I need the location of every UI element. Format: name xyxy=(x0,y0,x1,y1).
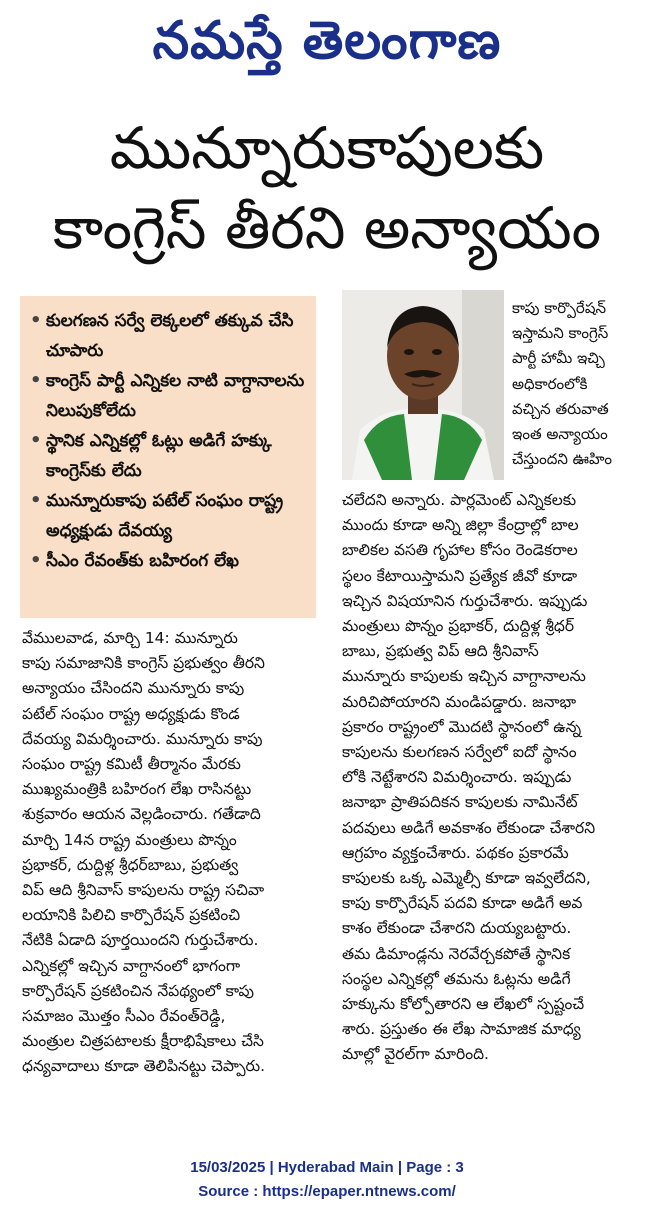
text-line: బాబు, ప్రభుత్వ విప్ ఆది శ్రీనివాస్ xyxy=(342,642,539,661)
article-column-right-top xyxy=(512,296,646,472)
text-line: ఇచ్చిన విషయానిన గుర్తుచేశారు. ఇప్పుడు xyxy=(342,591,588,610)
text-line: కాపు కార్పొరేషన్ xyxy=(512,299,607,317)
text-line: వచ్చిన తరువాత xyxy=(512,399,609,418)
text-line: ఇస్తామని కాంగ్రెస్ xyxy=(512,324,609,343)
newspaper-masthead xyxy=(0,6,654,76)
text-line: ఇంత అన్యాయం xyxy=(512,425,608,444)
text-line: సంస్థల ఎన్నికల్లో తమను ఓట్లను అడిగే xyxy=(342,969,571,988)
text-line: మార్చి 14న రాష్ట్ర మంత్రులు పొన్నం xyxy=(22,830,237,849)
text-line: అన్యాయం చేసిందని మున్నూరు కాపు xyxy=(22,679,245,698)
person-photo xyxy=(342,290,504,480)
text-line: కాపులకు ఒక్క ఎమ్మెల్సీ కూడా ఇవ్వలేదని, xyxy=(342,869,591,888)
text-line: తమ డిమాండ్లను నెరవేర్చకపోతే స్థానిక xyxy=(342,944,571,963)
highlight-item: • సీఎం రేవంత్‌కు బహిరంగ లేఖ xyxy=(28,546,308,576)
highlight-item: • కాంగ్రెస్ పార్టీ ఎన్నికల నాటి వాగ్దానాలను నిలుపుకోలేదు xyxy=(28,366,308,426)
text-line: వేములవాడ, మార్చి 14: మున్నూరు xyxy=(22,629,238,647)
text-line: మరిచిపోయారని మండిపడ్డారు. జనాభా xyxy=(342,692,577,711)
footer-source: Source : https://epaper.ntnews.com/ xyxy=(198,1183,456,1200)
text-line: మాల్లో వైరల్‌గా మారింది. xyxy=(342,1045,489,1064)
text-line: పదవులు అడిగే అవకాశం లేకుండా చేశారని xyxy=(342,818,596,837)
text-line: మంత్రుల చిత్రపటాలకు క్షీరాభిషేకాలు చేసి xyxy=(22,1032,264,1051)
portrait-illustration xyxy=(342,290,504,480)
highlights-list xyxy=(28,306,308,576)
text-line: సమాజం మొత్తం సీఎం రేవంత్‌రెడ్డి, xyxy=(22,1007,226,1026)
article-column-right xyxy=(342,488,646,1068)
text-line: కాపు కార్పొరేషన్ పదవి కూడా అడిగే అవ xyxy=(342,894,583,913)
text-line: అధికారంలోకి xyxy=(512,374,588,393)
page-footer xyxy=(0,1156,654,1204)
text-line: చలేదని అన్నారు. పార్లమెంట్ ఎన్నికలకు xyxy=(342,491,577,509)
text-line: పటేల్ సంఘం రాష్ట్ర అధ్యక్షుడు కొండ xyxy=(22,704,240,723)
footer-date-edition: 15/03/2025 | Hyderabad Main | Page : 3 xyxy=(190,1159,464,1176)
text-line: ప్రకారం రాష్ట్రంలో మొదటి స్థానంలో ఉన్న xyxy=(342,717,582,736)
text-line: ముఖ్యమంత్రికి బహిరంగ లేఖ రాసినట్టు xyxy=(22,780,252,799)
text-line: శారు. ప్రస్తుతం ఈ లేఖ సామాజిక మాధ్య xyxy=(342,1020,581,1039)
text-line: ప్రభాకర్, దుద్దిళ్ల శ్రీధర్‌బాబు, ప్రభుత్వ xyxy=(22,855,239,874)
text-line: ఆగ్రహం వ్యక్తంచేశారు. పథకం ప్రకారమే xyxy=(342,843,569,862)
text-line: జనాభా ప్రాతిపదికన కాపులకు నామినేట్ xyxy=(342,793,578,812)
text-line: లోకి నెట్టేశారని విమర్శించారు. ఇప్పుడు xyxy=(342,768,572,787)
text-line: ధన్యవాదాలు కూడా తెలిపినట్టు చెప్పారు. xyxy=(22,1057,266,1076)
highlight-item: • మున్నూరుకాపు పటేల్ సంఘం రాష్ట్ర అధ్యక్షుడు దేవయ్య xyxy=(28,486,308,546)
text-line: నేటికి ఏడాది పూర్తయిందని గుర్తుచేశారు. xyxy=(22,931,259,950)
headline-line-2: కాంగ్రెస్ తీరని అన్యాయం xyxy=(52,194,602,262)
text-line: కార్పొరేషన్ ప్రకటించిన నేపథ్యంలో కాపు xyxy=(22,981,255,1000)
text-line: విప్ ఆది శ్రీనివాస్ కాపులను రాష్ట్ర సచివా xyxy=(22,881,265,900)
text-line: ముందు కూడా అన్ని జిల్లా కేంద్రాల్లో బాల xyxy=(342,516,579,535)
text-line: హక్కును కోల్పోతారని ఆ లేఖలో స్పష్టంచే xyxy=(342,995,585,1014)
text-line: మంత్రులు పొన్నం ప్రభాకర్, దుద్దిళ్ల శ్రీధర్ xyxy=(342,617,575,636)
text-line: ఎన్నికల్లో ఇచ్చిన వాగ్దానంలో భాగంగా xyxy=(22,956,241,975)
masthead-title: నమస్తే తెలంగాణ xyxy=(152,11,502,71)
text-line: మున్నూరు కాపులకు ఇచ్చిన వాగ్దానాలను xyxy=(342,667,586,686)
article-headline xyxy=(10,108,644,268)
headline-line-1: మున్నూరుకాపులకు xyxy=(109,114,545,182)
text-line: సంఘం రాష్ట్ర కమిటీ తీర్మానం మేరకు xyxy=(22,755,241,774)
highlights-box xyxy=(20,296,316,618)
text-line: శుక్రవారం ఆయన వెల్లడించారు. గతేడాది xyxy=(22,805,261,824)
article-column-left xyxy=(22,626,318,1080)
text-line: కాపులను కులగణన సర్వేలో ఐదో స్థానం xyxy=(342,743,577,762)
text-line: పార్టీ హామీ ఇచ్చి xyxy=(512,349,605,368)
text-line: స్థలం కేటాయిస్తామని ప్రత్యేక జీవో కూడా xyxy=(342,566,578,585)
text-line: చేస్తుందని ఊహిం xyxy=(512,450,612,469)
highlight-item: • కులగణన సర్వే లెక్కలలో తక్కువ చేసి చూపారు xyxy=(28,306,308,366)
text-line: కాశం లేకుండా చేశారని దుయ్యబట్టారు. xyxy=(342,919,572,938)
highlight-item: • స్థానిక ఎన్నికల్లో ఓట్లు అడిగే హక్కు కాంగ్రెస్‌కు లేదు xyxy=(28,426,308,486)
text-line: బాలికల వసతి గృహాల కోసం రెండెకరాల xyxy=(342,541,578,560)
text-line: కాపు సమాజానికి కాంగ్రెస్ ప్రభుత్వం తీరని xyxy=(22,654,265,673)
text-line: దేవయ్య విమర్శించారు. మున్నూరు కాపు xyxy=(22,729,263,748)
text-line: లయానికి పిలిచి కార్పొరేషన్ ప్రకటించి xyxy=(22,906,241,925)
